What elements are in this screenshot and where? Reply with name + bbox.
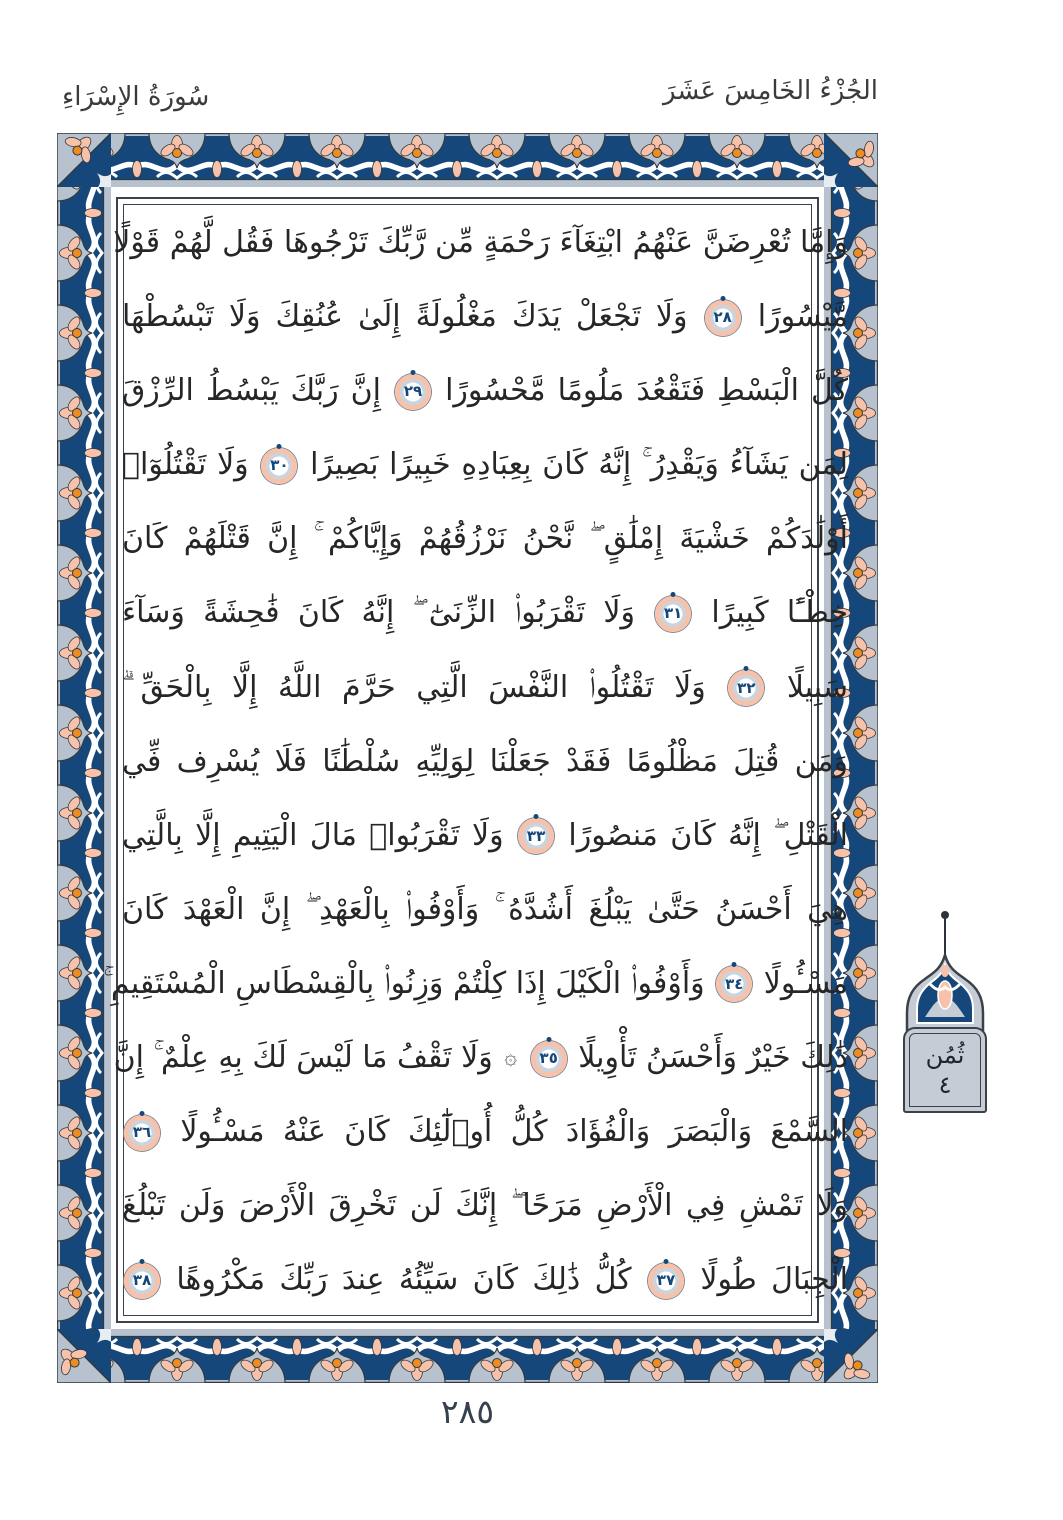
ayah-marker xyxy=(124,1263,160,1299)
ayah-number: ٣٠ xyxy=(270,456,289,475)
ayah-text: أَوْلَٰدَكُمْ خَشْيَةَ إِمْلَٰقٍ ۖ نَّحْنُ نَرْزُقُهُمْ وَإِيَّاكُمْ ۚ إِنَّ قَتْلَهُمْ كَانَ xyxy=(122,521,848,557)
ayah-number: ٣٥ xyxy=(539,1049,558,1068)
hizb-star-icon: ۞ xyxy=(504,1045,518,1071)
ayah-marker xyxy=(716,966,752,1002)
ayah-marker xyxy=(705,300,741,336)
quran-line xyxy=(122,873,848,947)
surah-title: سُورَةُ الإِسْرَاءِ xyxy=(62,82,210,112)
ayah-text: وَلَا تَقْرَبُوا۟ مَالَ الْيَتِيمِ إِلَّا بِالَّتِي xyxy=(122,817,504,853)
ayah-number: ٣٧ xyxy=(656,1271,676,1290)
ayah-marker xyxy=(395,374,431,410)
quran-line xyxy=(122,651,848,725)
ayah-text: وَلَا تَجْعَلْ يَدَكَ مَغْلُولَةً إِلَىٰ عُنُقِكَ وَلَا تَبْسُطْهَا xyxy=(122,299,688,335)
ayah-marker xyxy=(531,1041,567,1077)
page-number: ٢٨٥ xyxy=(440,1392,495,1431)
ayah-marker xyxy=(124,1115,160,1151)
corner-flower-icon xyxy=(57,133,111,187)
thumn-marker xyxy=(895,905,995,1135)
border-top-ornament xyxy=(57,133,878,187)
quran-line xyxy=(122,502,848,576)
ayah-marker xyxy=(261,448,297,484)
ayah-text: وَلَا تَمْشِ فِي الْأَرْضِ مَرَحًا ۖ إِنَّكَ لَن تَخْرِقَ الْأَرْضَ وَلَن تَبْلُغَ xyxy=(122,1188,848,1224)
quran-line xyxy=(113,1021,848,1095)
border-corner-ornament xyxy=(57,1329,111,1383)
juz-title: الجُزْءُ الخَامِسَ عَشَرَ xyxy=(662,76,878,106)
ayah-number: ٣٤ xyxy=(725,974,744,993)
ayah-text: إِنَّ رَبَّكَ يَبْسُطُ الرِّزْقَ xyxy=(122,373,382,409)
mushaf-lines xyxy=(103,206,849,1318)
quran-line xyxy=(122,1169,848,1243)
ayah-text: وَإِمَّا تُعْرِضَنَّ عَنْهُمُ ابْتِغَآءَ رَحْمَةٍ مِّن رَّبِّكَ تَرْجُوهَا فَقُل لَّهُمْ قَوْلًا xyxy=(113,225,848,260)
ayah-text: مَسْـُٔولًا xyxy=(763,965,848,1001)
border-corner-ornament xyxy=(57,133,111,187)
corner-flower-icon xyxy=(57,1329,111,1383)
thumn-label: ثُمُن xyxy=(925,1041,965,1069)
ayah-text: وَلَا تَقْتُلُوا۟ النَّفْسَ الَّتِي حَرَّمَ اللَّهُ إِلَّا بِالْحَقِّ ۗ xyxy=(122,669,706,705)
ayah-text: ذَٰلِكَ خَيْرٌ وَأَحْسَنُ تَأْوِيلًا xyxy=(578,1040,848,1076)
ayah-text: وَأَوْفُوا۟ الْكَيْلَ إِذَا كِلْتُمْ وَزِنُوا۟ بِالْقِسْطَاسِ الْمُسْتَقِيمِ ۚ xyxy=(103,965,705,1001)
ayah-text: كُلَّ الْبَسْطِ فَتَقْعُدَ مَلُومًا مَّحْسُورًا xyxy=(445,373,848,409)
ayah-text: خِطْـًٔا كَبِيرًا xyxy=(711,595,849,631)
ayah-text: وَلَا تَقْتُلُوٓا۟ xyxy=(122,447,249,483)
ayah-text: الْجِبَالَ طُولًا xyxy=(700,1262,849,1298)
quran-line xyxy=(122,1243,848,1317)
corner-flower-icon xyxy=(824,133,878,187)
ayah-text: وَلَا تَقْرَبُوا۟ الزِّنَىٰٓ ۖ إِنَّهُ كَانَ فَٰحِشَةً وَسَآءَ xyxy=(122,595,635,631)
ayah-number: ٢٩ xyxy=(403,382,423,401)
ayah-number: ٣٦ xyxy=(132,1123,152,1142)
ayah-number: ٣٣ xyxy=(526,826,546,845)
ayah-number: ٣٢ xyxy=(737,678,756,697)
ayah-text: السَّمْعَ وَالْبَصَرَ وَالْفُؤَادَ كُلُّ أُو۟لَٰٓئِكَ كَانَ عَنْهُ مَسْـُٔولًا xyxy=(180,1114,848,1150)
arabesque-border-icon xyxy=(57,133,111,1383)
quran-line xyxy=(122,280,848,354)
thumn-value: ٤ xyxy=(938,1071,952,1099)
ayah-number: ٣١ xyxy=(664,604,683,623)
border-left-ornament xyxy=(57,133,111,1383)
quran-line xyxy=(113,206,848,280)
ayah-text: مَّيْسُورًا xyxy=(757,299,849,335)
ayah-text: وَلَا تَقْفُ مَا لَيْسَ لَكَ بِهِ عِلْمٌ ۚ إِنَّ xyxy=(113,1040,493,1076)
ayah-marker xyxy=(728,670,764,706)
ayah-text: لِمَن يَشَآءُ وَيَقْدِرُ ۚ إِنَّهُ كَانَ بِعِبَادِهِ خَبِيرًا بَصِيرًا xyxy=(310,447,848,483)
ayah-number: ٢٨ xyxy=(713,308,732,327)
quran-line xyxy=(122,354,848,428)
border-corner-ornament xyxy=(824,1329,878,1383)
quran-line xyxy=(122,799,848,873)
ayah-text: الْقَتْلِ ۖ إِنَّهُ كَانَ مَنصُورًا xyxy=(568,817,849,853)
border-bottom-ornament xyxy=(57,1329,878,1383)
border-corner-ornament xyxy=(824,133,878,187)
ayah-text: كُلُّ ذَٰلِكَ كَانَ سَيِّئُهُ عِندَ رَبِّكَ مَكْرُوهًا xyxy=(176,1262,632,1298)
ayah-marker xyxy=(648,1263,684,1299)
ayah-text: سَبِيلًا xyxy=(786,669,848,705)
quran-line xyxy=(122,1095,848,1169)
quran-line xyxy=(103,947,848,1021)
quran-line xyxy=(122,576,848,650)
thumn-plaque xyxy=(903,1027,987,1113)
corner-flower-icon xyxy=(824,1329,878,1383)
arabesque-border-icon xyxy=(57,133,878,187)
quran-line xyxy=(122,428,848,502)
ayah-text: وَمَن قُتِلَ مَظْلُومًا فَقَدْ جَعَلْنَا لِوَلِيِّهِ سُلْطَٰنًا فَلَا يُسْرِف فِّي xyxy=(122,743,848,779)
ayah-text: هِيَ أَحْسَنُ حَتَّىٰ يَبْلُغَ أَشُدَّهُ ۚ وَأَوْفُوا۟ بِالْعَهْدِ ۖ إِنَّ الْعَهْدَ كَانَ xyxy=(122,891,848,927)
quran-line xyxy=(122,725,848,799)
ayah-marker xyxy=(655,596,691,632)
ayah-number: ٣٨ xyxy=(132,1271,152,1290)
ayah-marker xyxy=(518,818,554,854)
arabesque-border-icon xyxy=(57,1329,878,1383)
